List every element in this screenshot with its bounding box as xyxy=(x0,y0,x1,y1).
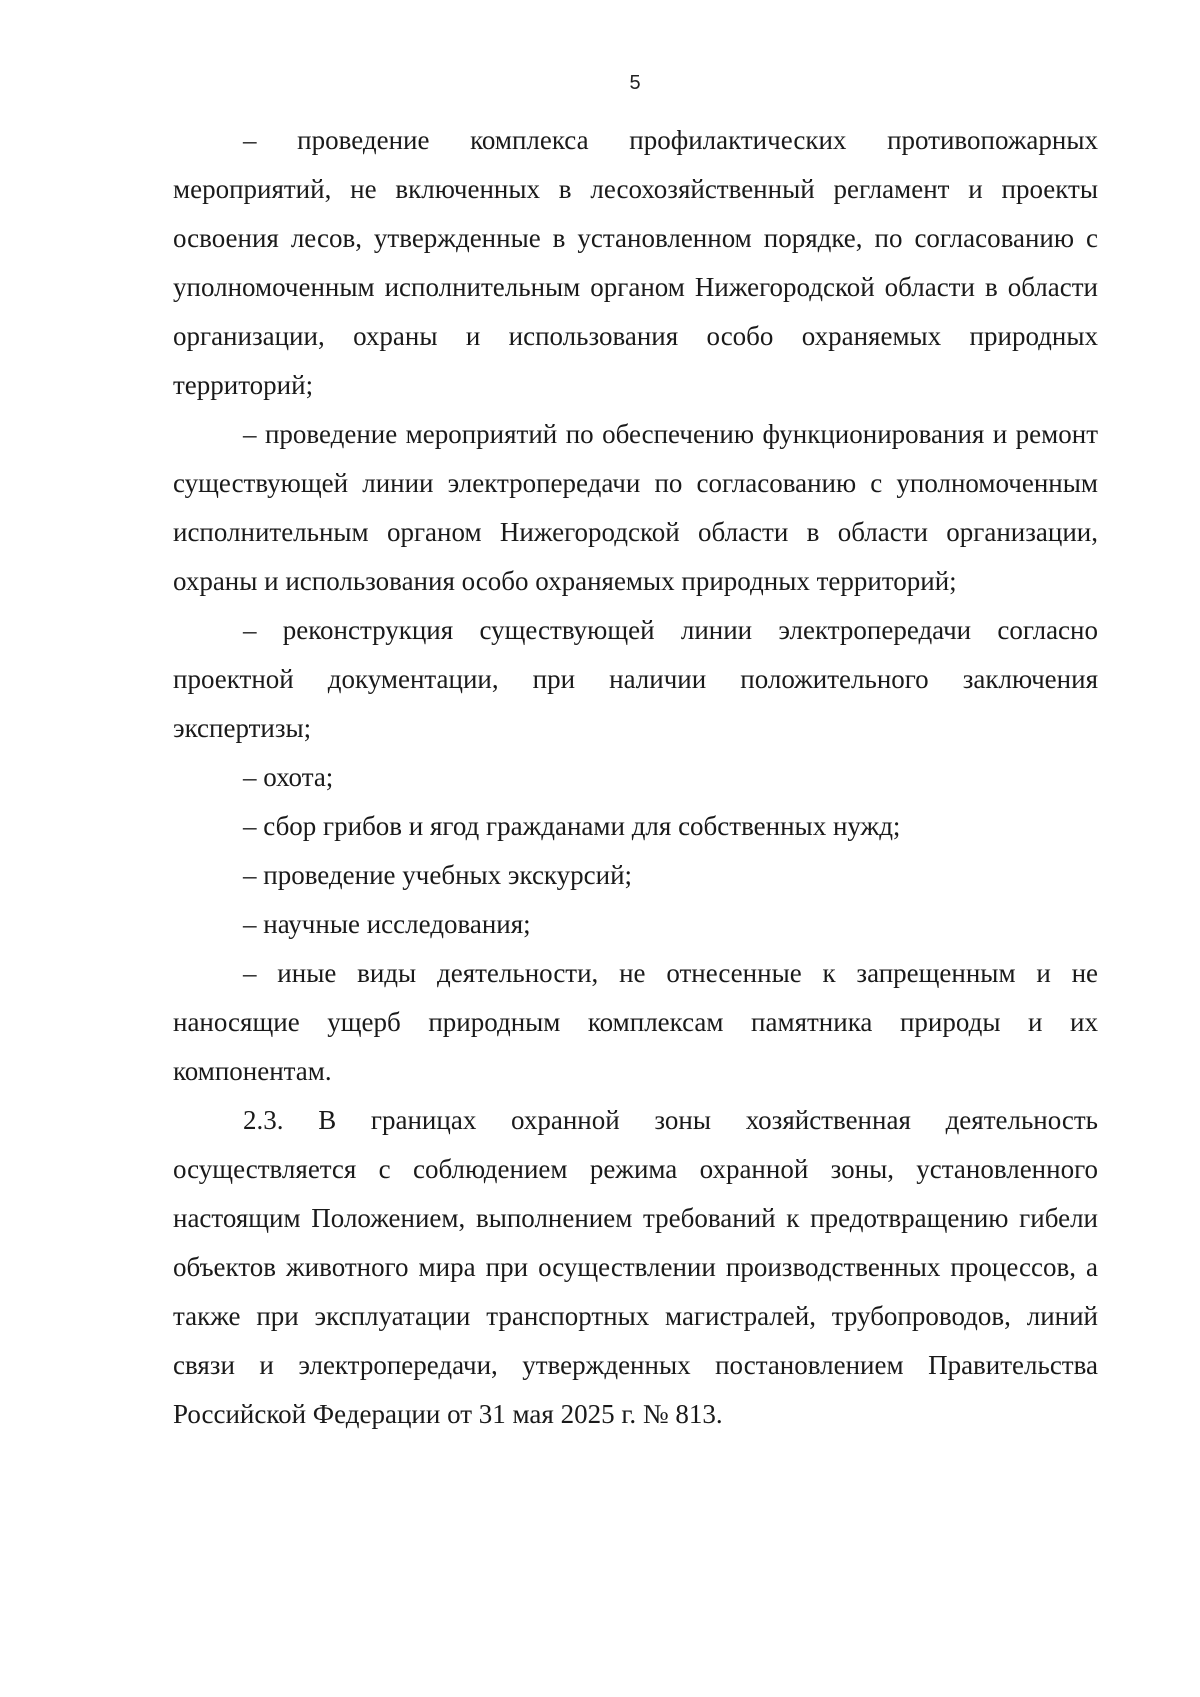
paragraph-2-3-buffer-zone: 2.3. В границах охранной зоны хозяйственная деятельность осуществляется с соблюдением режима охранной зоны, установленного настоящим Положением, выполнением требований к предотвращению гибели объектов животного мира при осуществлении производственных процессов, а также при эксплуатации транспортных магистралей, трубопроводов, линий связи и электропередачи, утвержденных постановлением Правительства Российской Федерации от 31 мая 2025 г. № 813. xyxy=(173,1105,1098,1429)
document-body xyxy=(173,116,1098,1439)
paragraph-research: – научные исследования; xyxy=(243,909,531,939)
paragraph-powerline-maintenance: – проведение мероприятий по обеспечению функционирования и ремонт существующей линии электропередачи по согласованию с уполномоченным исполнительным органом Нижегородской области в области организации, охраны и использования особо охраняемых природных территорий; xyxy=(173,419,1098,596)
page-number: 5 xyxy=(629,72,641,94)
paragraph-mushroom-gathering: – сбор грибов и ягод гражданами для собственных нужд; xyxy=(243,811,901,841)
paragraph-hunting: – охота; xyxy=(243,762,334,792)
paragraph-fire-prevention: – проведение комплекса профилактических противопожарных мероприятий, не включенных в лесохозяйственный регламент и проекты освоения лесов, утвержденные в установленном порядке, по согласованию с уполномоченным исполнительным органом Нижегородской области в области организации, охраны и использования особо охраняемых природных территорий; xyxy=(173,125,1098,400)
paragraph-excursions: – проведение учебных экскурсий; xyxy=(243,860,633,890)
paragraph-powerline-reconstruction: – реконструкция существующей линии электропередачи согласно проектной документации, при наличии положительного заключения экспертизы; xyxy=(173,615,1098,743)
paragraph-other-activities: – иные виды деятельности, не отнесенные к запрещенным и не наносящие ущерб природным комплексам памятника природы и их компонентам. xyxy=(173,958,1098,1086)
